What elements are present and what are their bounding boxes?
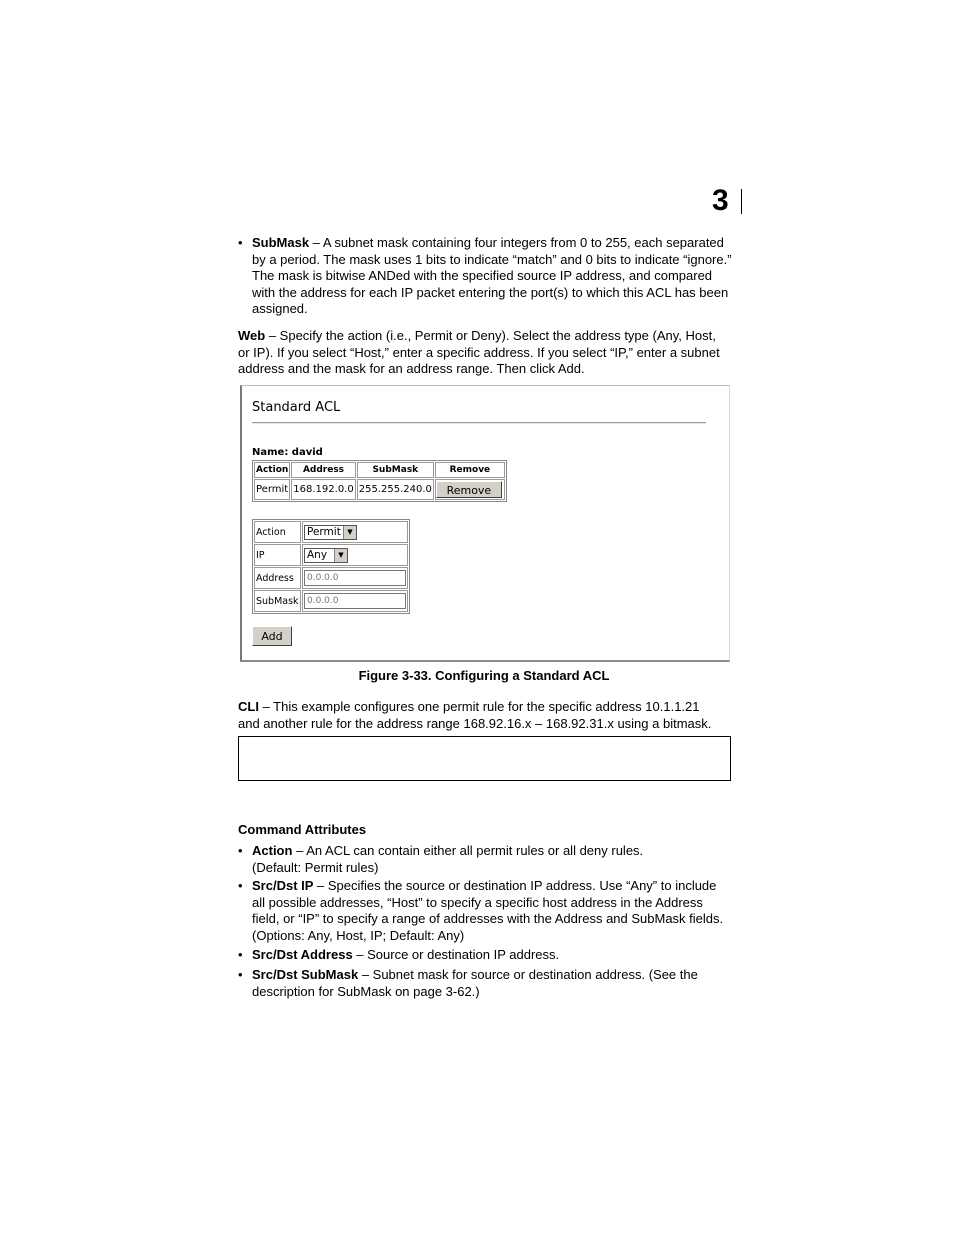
web-paragraph: Web – Specify the action (i.e., Permit or Deny). Select the address type (Any, Host, or IP). If you select “Host,” enter a specific address. If you select “IP,” enter a subnet address and the mask for an address range. Then click Add. — [238, 328, 720, 376]
action-label: Action — [254, 521, 301, 543]
submask-cell — [302, 590, 408, 612]
standard-acl-title: Standard ACL — [252, 400, 341, 415]
web-term: Web — [238, 328, 266, 343]
rule-submask: 255.255.240.0 — [357, 479, 434, 500]
ip-label: IP — [254, 544, 301, 566]
command-attributes-heading: Command Attributes — [238, 822, 367, 837]
chevron-down-icon: ▼ — [343, 526, 356, 539]
figure-caption: Figure 3-33. Configuring a Standard ACL — [358, 668, 610, 683]
form-row-submask — [254, 590, 408, 612]
cli-paragraph: CLI – This example configures one permit rule for the specific address 10.1.1.21 and another rule for the address range 168.92.16.x – 168.92.31.x using a bitmask. — [238, 699, 712, 731]
chevron-down-icon: ▼ — [334, 549, 347, 562]
submask-label: SubMask — [254, 590, 301, 612]
submask-description: SubMask – A subnet mask containing four integers from 0 to 255, each separated by a period. The mask uses 1 bits to indicate “match” and 0 bits to indicate “ignore.” The mask is bitwise ANDed with the specified source IP address, and compared with the address for each IP packet entering the port(s) to which this ACL has been assigned. — [252, 235, 732, 316]
form-row-address — [254, 567, 408, 589]
bullet-marker: • — [238, 843, 243, 858]
attr-src-dst-ip: Src/Dst IP – Specifies the source or destination IP address. Use “Any” to include all possible addresses, “Host” to specify a specific host address in the Address field, or “IP” to specify a range of addresses with the Address and SubMask fields. (Options: Any, Host, IP; Default: Any) — [252, 878, 724, 943]
remove-button[interactable]: Remove — [436, 481, 502, 498]
title-divider — [252, 422, 706, 424]
header-action: Action — [254, 462, 290, 478]
header-address: Address — [291, 462, 355, 478]
acl-rules-table — [252, 460, 507, 502]
attr-src-dst-submask: Src/Dst SubMask – Subnet mask for source or destination address. (See the description for SubMask on page 3-62.) — [252, 967, 698, 999]
header-submask: SubMask — [357, 462, 434, 478]
table-header-row — [254, 462, 505, 478]
action-cell — [302, 521, 408, 543]
ip-type-select[interactable]: Any ▼ — [304, 548, 348, 563]
ip-cell — [302, 544, 408, 566]
chapter-bar — [741, 189, 742, 214]
attr-src-dst-address: Src/Dst Address – Source or destination IP address. — [252, 947, 560, 962]
bullet-marker: • — [238, 967, 243, 982]
add-button[interactable]: Add — [252, 626, 292, 646]
cli-example-box — [238, 736, 731, 781]
form-row-ip — [254, 544, 408, 566]
cli-term: CLI — [238, 699, 259, 714]
attr-action: Action – An ACL can contain either all permit rules or all deny rules. (Default: Permit rules) — [252, 843, 644, 875]
table-row — [254, 479, 505, 500]
chapter-number: 3 — [712, 184, 728, 217]
action-select[interactable]: Permit ▼ — [304, 525, 357, 540]
address-label: Address — [254, 567, 301, 589]
header-remove: Remove — [435, 462, 505, 478]
address-input[interactable]: 0.0.0.0 — [304, 570, 406, 586]
form-row-action — [254, 521, 408, 543]
add-rule-form — [252, 519, 410, 614]
bullet-marker: • — [238, 878, 243, 893]
address-cell — [302, 567, 408, 589]
rule-remove-cell — [435, 479, 505, 500]
bullet-marker: • — [238, 947, 243, 962]
bullet-marker: • — [238, 235, 243, 250]
acl-name-label: Name: david — [252, 447, 323, 458]
rule-address: 168.192.0.0 — [291, 479, 355, 500]
rule-action: Permit — [254, 479, 290, 500]
submask-term: SubMask — [252, 235, 310, 250]
submask-input[interactable]: 0.0.0.0 — [304, 593, 406, 609]
